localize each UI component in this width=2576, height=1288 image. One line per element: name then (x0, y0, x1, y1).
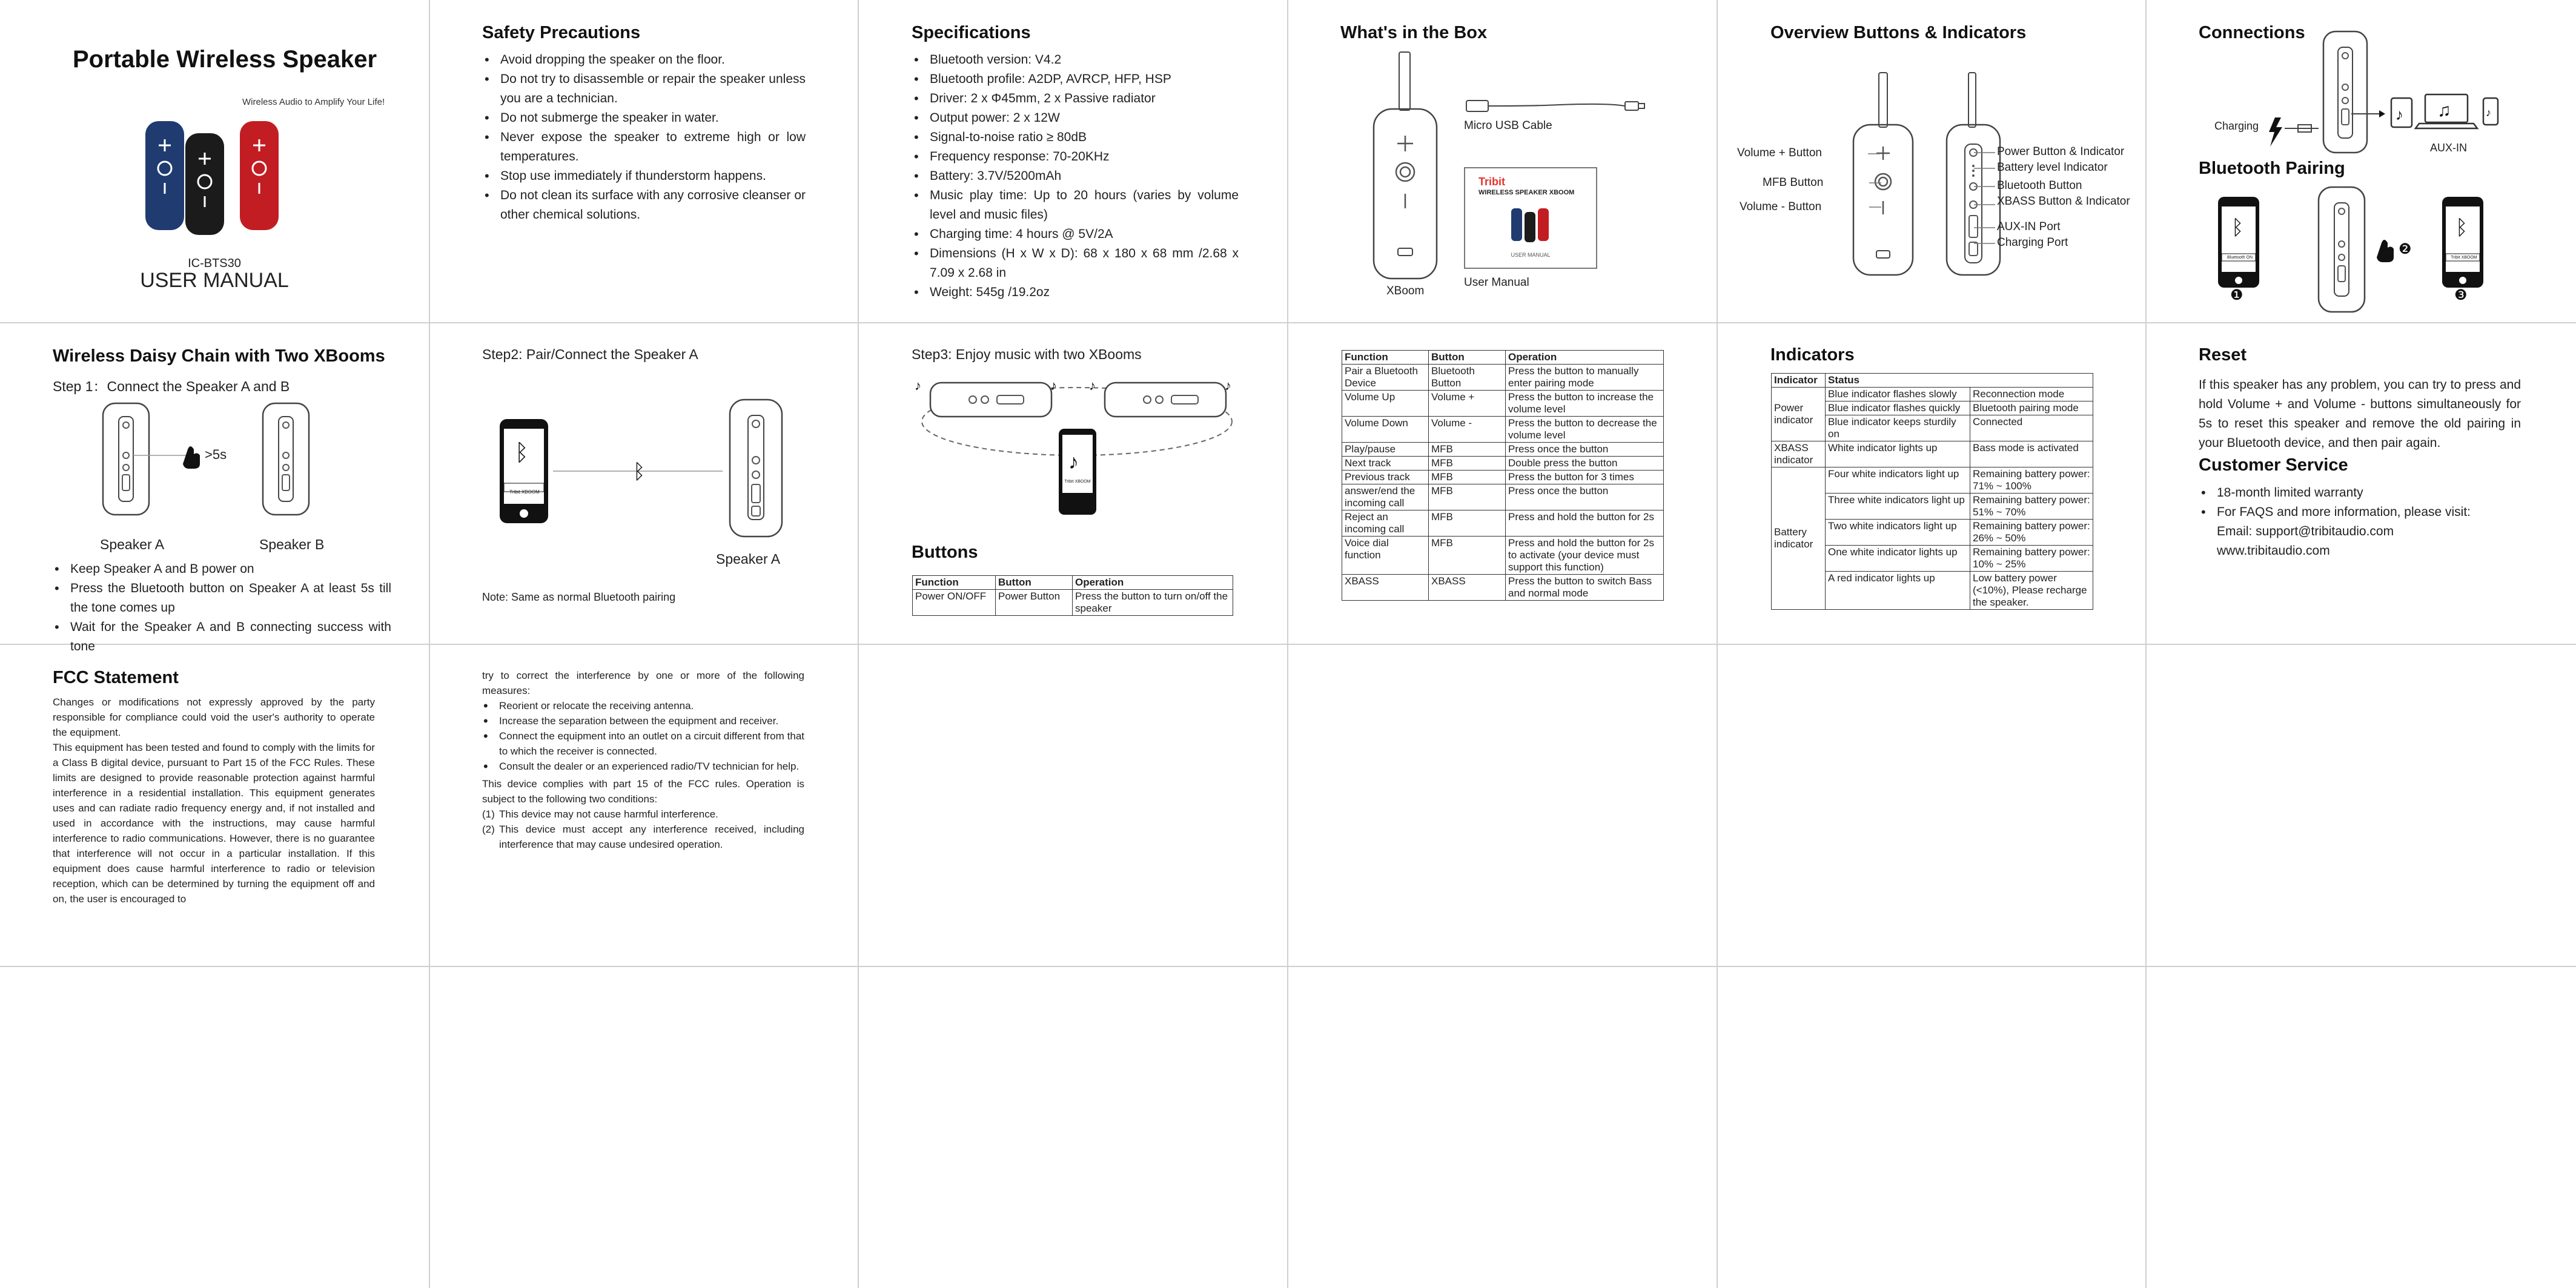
fcc-heading: FCC Statement (53, 668, 179, 687)
table-cell: A red indicator lights up (1826, 572, 1970, 610)
table-header: Button (996, 576, 1073, 590)
pairing-step-1: ❶ (2230, 287, 2243, 303)
table-row (1342, 575, 1664, 601)
table-row (1342, 365, 1664, 391)
step3-phone-text: Tribit XBOOM (1064, 480, 1091, 484)
table-cell: Blue indicator keeps sturdily on (1826, 415, 1970, 441)
svg-text:♪: ♪ (1089, 378, 1096, 393)
table-row (1342, 537, 1664, 575)
table-cell: Volume + (1429, 391, 1506, 417)
list-item: • Reorient or relocate the receiving antenna. (499, 698, 804, 713)
table-cell: Previous track (1342, 471, 1429, 484)
overview-label-power: Power Button & Indicator (1997, 145, 2125, 158)
hand-press-icon (183, 446, 200, 469)
list-item: • Bluetooth version: V4.2 (930, 50, 1239, 70)
reset-panel (2145, 322, 2576, 644)
table-cell: Remaining battery power: 26% ~ 50% (1970, 520, 2093, 546)
condition-text: This device may not cause harmful interference. (499, 808, 718, 820)
row-divider (0, 966, 2576, 967)
table-cell: Press the button to switch Bass and normal mode (1506, 575, 1664, 601)
overview-label-mfb: MFB Button (1763, 176, 1824, 189)
table-row (1342, 510, 1664, 537)
table-row (1342, 391, 1664, 417)
table-cell: XBASS (1342, 575, 1429, 601)
safety-panel (482, 23, 806, 314)
table-cell: Volume - (1429, 417, 1506, 443)
table-row (1342, 484, 1664, 510)
cover-panel (0, 0, 429, 322)
pairing-step-3: ❸ (2454, 287, 2468, 303)
table-row (1342, 443, 1664, 457)
cover-manual-label: USER MANUAL (140, 269, 289, 292)
step3-heading: Step3: Enjoy music with two XBooms (912, 346, 1142, 362)
table-cell: Press and hold the button for 2s (1506, 510, 1664, 537)
table-row (1342, 457, 1664, 471)
table-cell: XBASS (1429, 575, 1506, 601)
list-item: • Music play time: Up to 20 hours (varies by volume level and music files) (930, 186, 1239, 225)
faq-text: For FAQS and more information, please visit: (2217, 505, 2471, 519)
list-item: • Press the Bluetooth button on Speaker A at least 5s till the tone comes up (70, 579, 391, 618)
fcc-continued-panel (429, 644, 858, 966)
table-cell: answer/end the incoming call (1342, 484, 1429, 510)
table-cell: Battery indicator (1772, 467, 1826, 610)
overview-label-charging: Charging Port (1997, 236, 2068, 249)
cover-model: IC-BTS30 (188, 257, 241, 270)
speaker-label: XBoom (1386, 285, 1425, 297)
svg-text:ᛒ: ᛒ (2231, 216, 2244, 239)
support-site-link[interactable]: www.tribitaudio.com (2217, 544, 2330, 558)
step2-phone-text: Tribit XBOOM (509, 489, 540, 495)
list-item: • Stop use immediately if thunderstorm happens. (500, 167, 806, 186)
table-cell: One white indicator lights up (1826, 546, 1970, 572)
table-cell: Press the button to decrease the volume level (1506, 417, 1664, 443)
table-cell: Bluetooth Button (1429, 365, 1506, 391)
specifications-heading: Specifications (912, 23, 1031, 42)
table-cell: Remaining battery power: 51% ~ 70% (1970, 494, 2093, 520)
table-header: Button (1429, 351, 1506, 365)
hold-duration: >5s (205, 447, 227, 462)
list-item: • Battery: 3.7V/5200mAh (930, 167, 1239, 186)
service-list (2199, 483, 2532, 561)
table-cell: MFB (1429, 510, 1506, 537)
overview-label-volume-down: Volume - Button (1740, 200, 1822, 213)
step2-diagram (498, 397, 813, 549)
svg-text:♪: ♪ (2486, 107, 2491, 119)
manual-brand: Tribit (1478, 176, 1505, 188)
indicators-panel (1717, 322, 2145, 644)
condition-number: (2) (482, 824, 495, 835)
table-cell: Low battery power (<10%), Please recharge the speaker. (1970, 572, 2093, 610)
aux-label: AUX-IN (2430, 142, 2468, 154)
charging-label: Charging (2214, 120, 2259, 132)
power-button-table (912, 575, 1233, 616)
condition-number: (1) (482, 808, 495, 820)
daisy-step1: Step 1：Connect the Speaker A and B (53, 378, 290, 394)
overview-label-xbass: XBASS Button & Indicator (1997, 195, 2130, 208)
fcc-paragraph: Changes or modifications not expressly approved by the party responsible for compliance could void the user's authority to operate the equipment. (53, 696, 375, 738)
overview-label-volume-up: Volume + Button (1737, 147, 1822, 159)
table-cell: Four white indicators light up (1826, 467, 1970, 494)
speaker-trio-image (141, 115, 286, 236)
manual-speakers-image (1510, 205, 1552, 243)
table-cell: Press the button to turn on/off the speaker (1073, 590, 1233, 616)
list-item: • Output power: 2 x 12W (930, 108, 1239, 128)
table-cell: Next track (1342, 457, 1429, 471)
specifications-panel (912, 23, 1239, 314)
table-cell: Connected (1970, 415, 2093, 441)
table-cell: Bluetooth pairing mode (1970, 401, 2093, 415)
list-item: • Charging time: 4 hours @ 5V/2A (930, 225, 1239, 244)
table-cell: Double press the button (1506, 457, 1664, 471)
fcc-body (53, 695, 375, 907)
usb-cable-label: Micro USB Cable (1464, 119, 1552, 132)
list-item: • Frequency response: 70-20KHz (930, 147, 1239, 167)
reset-text: If this speaker has any problem, you can try to press and hold Volume + and Volume - buttons simultaneously for 5s to reset this speaker and remove the old pairing in your Bluetooth device, and then pair again. (2199, 378, 2521, 450)
table-cell: Pair a Bluetooth Device (1342, 365, 1429, 391)
table-cell: MFB (1429, 471, 1506, 484)
step2-note: Note: Same as normal Bluetooth pairing (482, 591, 676, 603)
overview-label-battery: Battery level Indicator (1997, 161, 2108, 174)
daisy-chain-panel (0, 322, 429, 653)
list-item: • Consult the dealer or an experienced radio/TV technician for help. (499, 759, 804, 774)
svg-text:♪: ♪ (1225, 378, 1231, 393)
table-header: Operation (1073, 576, 1233, 590)
table-header: Function (913, 576, 996, 590)
list-item: • Connect the equipment into an outlet on a circuit different from that to which the receiver is connected. (499, 728, 804, 759)
table-cell: XBASS indicator (1772, 441, 1826, 467)
indicators-heading: Indicators (1770, 345, 1855, 365)
list-item: • Avoid dropping the speaker on the floor. (500, 50, 806, 70)
overview-label-bluetooth: Bluetooth Button (1997, 179, 2082, 192)
fcc2-condition (482, 807, 804, 822)
speaker-b-label: Speaker B (259, 537, 325, 552)
fcc2-body (482, 668, 804, 852)
table-cell: Remaining battery power: 10% ~ 25% (1970, 546, 2093, 572)
table-cell: Press once the button (1506, 484, 1664, 510)
table-cell: Blue indicator flashes slowly (1826, 388, 1970, 401)
table-cell: Press the button to manually enter pairing mode (1506, 365, 1664, 391)
list-item: • Do not clean its surface with any corrosive cleanser or other chemical solutions. (500, 186, 806, 225)
table-row (913, 590, 1233, 616)
functions-table (1342, 350, 1664, 601)
table-cell: Press once the button (1506, 443, 1664, 457)
table-cell: Reconnection mode (1970, 388, 2093, 401)
pairing-step-2: ❷ (2399, 241, 2412, 257)
table-cell: Three white indicators light up (1826, 494, 1970, 520)
table-cell: MFB (1429, 457, 1506, 471)
box-panel (1287, 0, 1717, 322)
condition-text: This device must accept any interference received, including interference that may cause undesired operation. (499, 824, 804, 850)
reset-heading: Reset (2199, 345, 2247, 365)
step2-speaker-label: Speaker A (716, 551, 781, 567)
list-item: • Wait for the Speaker A and B connecting success with tone (70, 618, 391, 656)
overview-panel (1717, 0, 2145, 322)
support-email[interactable]: Email: support@tribitaudio.com (2217, 524, 2394, 538)
list-item: • Increase the separation between the equipment and receiver. (499, 713, 804, 728)
table-cell: Power ON/OFF (913, 590, 996, 616)
manual-cover-title: WIRELESS SPEAKER XBOOM (1478, 189, 1575, 196)
connections-diagram (2266, 29, 2557, 156)
safety-heading: Safety Precautions (482, 23, 641, 42)
list-item: • 18-month limited warranty (2217, 483, 2532, 503)
table-cell: Press and hold the button for 2s to activate (your device must support this function) (1506, 537, 1664, 575)
speaker-a-label: Speaker A (100, 537, 165, 552)
fcc2-condition (482, 822, 804, 852)
table-cell: Power Button (996, 590, 1073, 616)
table-cell: Power indicator (1772, 388, 1826, 441)
fcc2-intro: try to correct the interference by one or more of the following measures: (482, 670, 804, 696)
table-row (1772, 441, 2093, 467)
lightning-icon (2269, 117, 2282, 147)
fcc-panel (0, 644, 429, 966)
svg-text:ᛒ: ᛒ (515, 440, 529, 466)
list-item: • Do not try to disassemble or repair the speaker unless you are a technician. (500, 70, 806, 108)
list-item: • Weight: 545g /19.2oz (930, 283, 1239, 302)
safety-list (482, 50, 806, 225)
table-cell: MFB (1429, 443, 1506, 457)
table-cell: Volume Down (1342, 417, 1429, 443)
buttons-heading: Buttons (912, 543, 978, 562)
music-note-icon: ♪ (1068, 451, 1079, 474)
fcc2-list (482, 698, 804, 774)
phone-bt-on-text: Bluetooth ON (2227, 256, 2253, 260)
hand-press-icon (2377, 240, 2394, 262)
table-row (1342, 417, 1664, 443)
specifications-list (912, 50, 1239, 302)
step2-heading: Step2: Pair/Connect the Speaker A (482, 346, 698, 362)
manual-label: User Manual (1464, 276, 1529, 289)
table-cell: MFB (1429, 484, 1506, 510)
table-cell: Play/pause (1342, 443, 1429, 457)
step3-panel (858, 322, 1287, 644)
table-cell: Voice dial function (1342, 537, 1429, 575)
table-cell: Volume Up (1342, 391, 1429, 417)
table-row (1772, 388, 2093, 401)
list-item: • Driver: 2 x Φ45mm, 2 x Passive radiator (930, 89, 1239, 108)
table-header: Operation (1506, 351, 1664, 365)
daisy-heading: Wireless Daisy Chain with Two XBooms (53, 346, 385, 366)
table-cell: Bass mode is activated (1970, 441, 2093, 467)
table-header: Function (1342, 351, 1429, 365)
pairing-diagram (2200, 185, 2551, 318)
step2-panel (429, 322, 858, 644)
table-row (1342, 471, 1664, 484)
list-item: • Never expose the speaker to extreme high or low temperatures. (500, 128, 806, 167)
list-item (2217, 503, 2532, 561)
indicators-table (1771, 373, 2093, 610)
phone-xboom-text: Tribit XBOOM (2451, 256, 2477, 260)
svg-text:♪: ♪ (915, 378, 921, 393)
overview-label-aux: AUX-IN Port (1997, 220, 2061, 233)
list-item: • Keep Speaker A and B power on (70, 560, 391, 579)
xboom-speaker-drawing (1369, 51, 1442, 281)
overview-heading: Overview Buttons & Indicators (1770, 23, 2027, 42)
table-cell: Press the button for 3 times (1506, 471, 1664, 484)
table-header: Status (1826, 374, 2093, 388)
cover-title: Portable Wireless Speaker (73, 46, 377, 73)
svg-text:♫: ♫ (2437, 101, 2451, 121)
table-cell: MFB (1429, 537, 1506, 575)
table-cell: Blue indicator flashes quickly (1826, 401, 1970, 415)
pairing-heading: Bluetooth Pairing (2199, 159, 2345, 178)
usb-cable-drawing (1463, 97, 1657, 115)
table-cell: Press the button to increase the volume level (1506, 391, 1664, 417)
list-item: • Signal-to-noise ratio ≥ 80dB (930, 128, 1239, 147)
table-cell: White indicator lights up (1826, 441, 1970, 467)
svg-text:♪: ♪ (1050, 378, 1057, 393)
table-cell: Remaining battery power: 71% ~ 100% (1970, 467, 2093, 494)
fcc-paragraph: This equipment has been tested and found to comply with the limits for a Class B digital device, pursuant to Part 15 of the FCC Rules. These limits are designed to provide reasonable protection against harmful interference in a residential installation. This equipment generates uses and can radiate radio frequency energy and, if not installed and used in accordance with the instructions, may cause harmful interference to radio communications. However, there is no guarantee that interference will not occur in a particular installation. If this equipment does cause harmful interference to radio or television reception, which can be determined by turning the equipment off and on, the user is encouraged to (53, 742, 375, 905)
list-item: • Bluetooth profile: A2DP, AVRCP, HFP, HSP (930, 70, 1239, 89)
connections-panel (2145, 0, 2576, 322)
fcc2-paragraph: This device complies with part 15 of the FCC rules. Operation is subject to the following two conditions: (482, 778, 804, 805)
svg-text:♪: ♪ (2396, 105, 2403, 124)
manual-booklet (1464, 167, 1597, 269)
daisy-list (53, 560, 391, 656)
functions-panel (1287, 322, 1717, 644)
list-item: • Dimensions (H x W x D): 68 x 180 x 68 mm /2.68 x 7.09 x 2.68 in (930, 244, 1239, 283)
bluetooth-icon: ᛒ (633, 460, 646, 483)
manual-cover-footer: USER MANUAL (1511, 252, 1551, 258)
table-header: Indicator (1772, 374, 1826, 388)
list-item: • Do not submerge the speaker in water. (500, 108, 806, 128)
table-row (1772, 467, 2093, 494)
box-heading: What's in the Box (1340, 23, 1488, 42)
cover-tagline: Wireless Audio to Amplify Your Life! (242, 97, 385, 107)
table-cell: Reject an incoming call (1342, 510, 1429, 537)
connections-heading: Connections (2199, 23, 2305, 42)
table-cell: Two white indicators light up (1826, 520, 1970, 546)
service-heading: Customer Service (2199, 455, 2348, 475)
svg-text:ᛒ: ᛒ (2455, 216, 2468, 239)
